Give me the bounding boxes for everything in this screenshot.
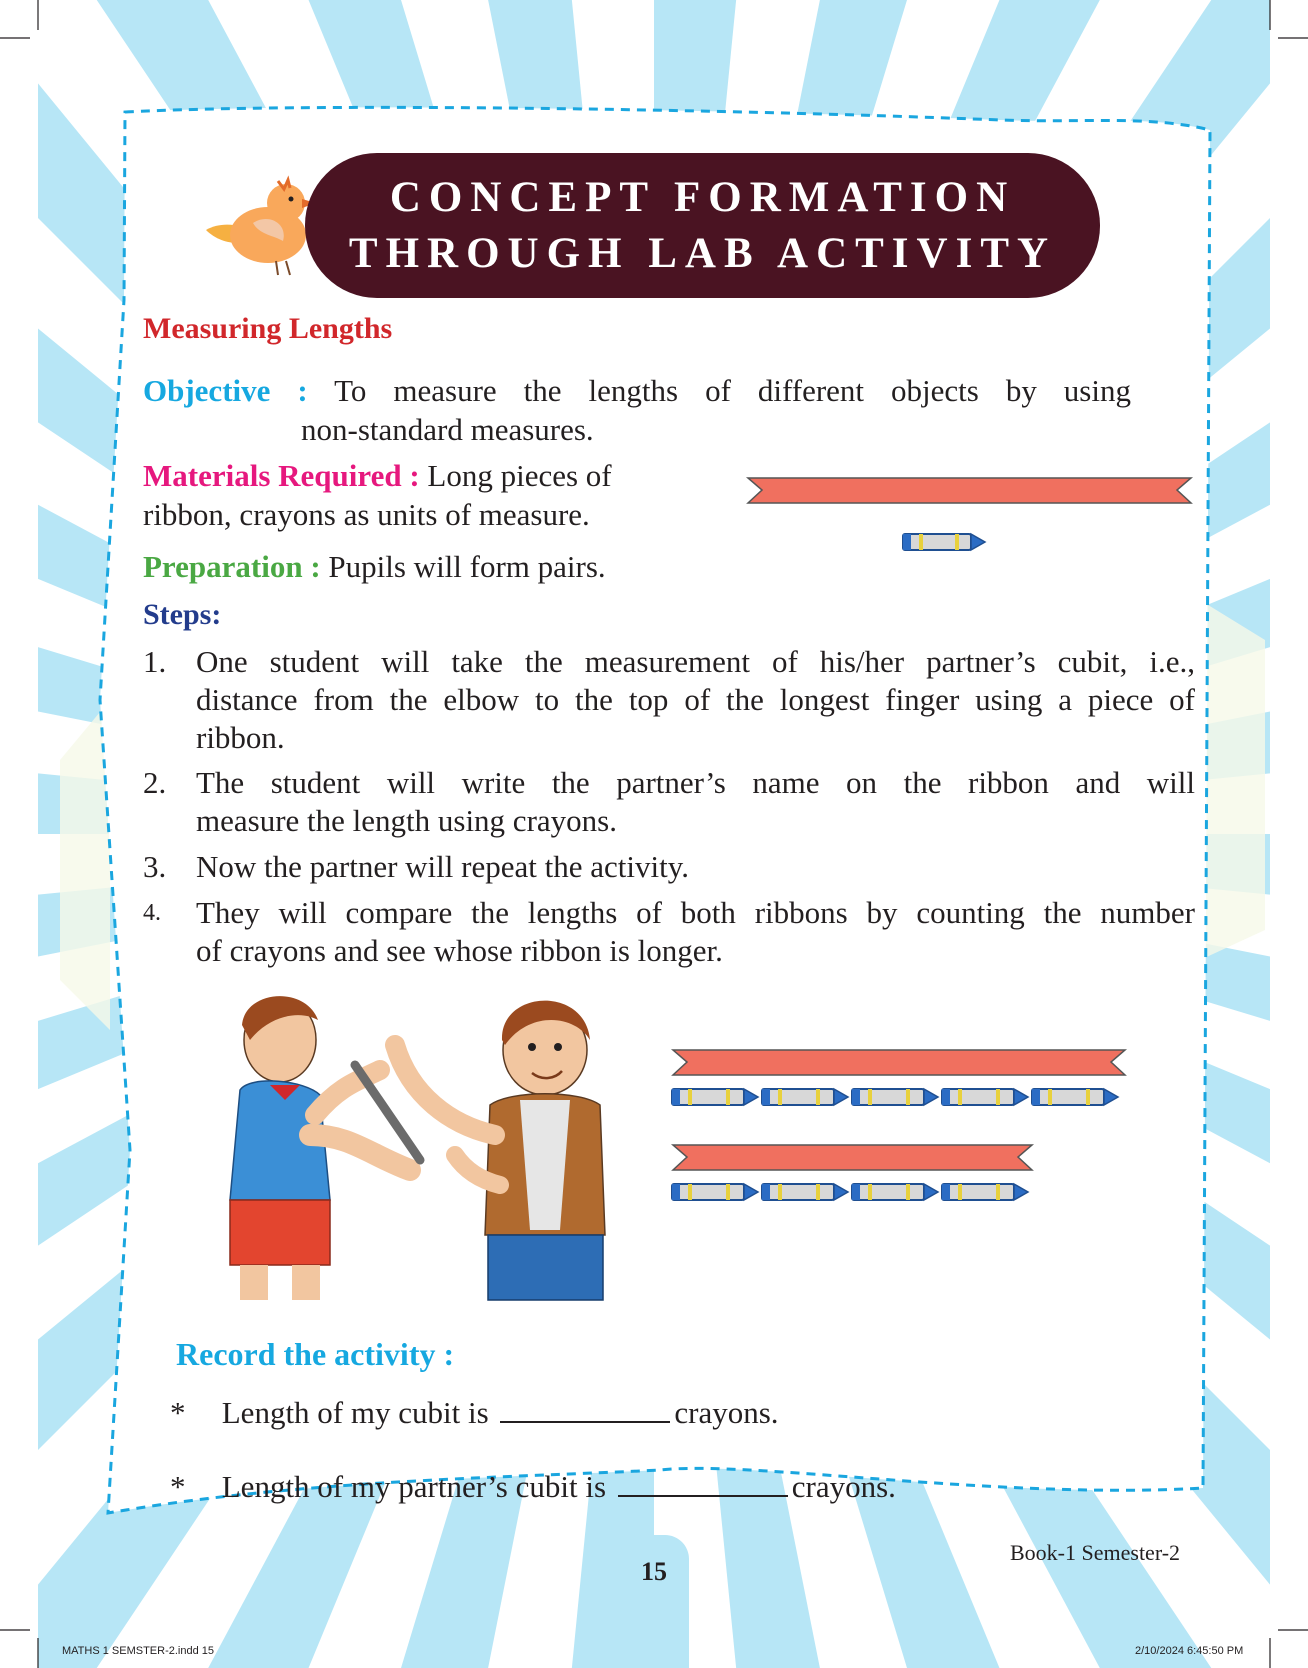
record-heading: Record the activity : (176, 1336, 455, 1372)
crayon-icon (942, 1089, 1028, 1105)
objective-label: Objective : (143, 373, 308, 408)
preparation-text: Pupils will form pairs. (328, 549, 606, 584)
steps-heading: Steps: (143, 598, 222, 631)
record-bullet-2: * (170, 1469, 186, 1504)
step-1-line-1: One student will take the measurement of his/her partner’s cubit, i.e., (196, 644, 1195, 679)
crayon-icon (762, 1089, 848, 1105)
short-ribbon (673, 1145, 1032, 1170)
boy-right (395, 1001, 605, 1300)
materials-line-1 (143, 457, 612, 495)
long-ribbon (673, 1050, 1125, 1075)
step-4-line-1: They will compare the lengths of both ribbons by counting the number (196, 895, 1195, 930)
step-3-number: 3. (143, 849, 167, 884)
record-item-1 (170, 1394, 779, 1432)
page-number-tab (619, 1535, 689, 1668)
objective-line-2: non-standard measures. (301, 412, 594, 447)
page-number: 15 (641, 1557, 667, 1586)
crayon-icon (852, 1089, 938, 1105)
objective-line-1 (143, 372, 1131, 410)
step-1-line-3: ribbon. (196, 720, 285, 755)
crayon-icon (942, 1184, 1028, 1200)
record-item-1-after: crayons. (674, 1395, 779, 1430)
materials-text-1: Long pieces of (427, 458, 612, 493)
objective-text-1: To measure the lengths of different objects by using (334, 373, 1131, 408)
step-4 (143, 894, 1195, 970)
record-item-2 (170, 1468, 896, 1506)
materials-line-2: ribbon, crayons as units of measure. (143, 497, 590, 532)
partner-cubit-length-blank[interactable] (618, 1469, 788, 1497)
crayon-icon (672, 1089, 758, 1105)
crayon-icon (852, 1184, 938, 1200)
crayon-icon (672, 1184, 758, 1200)
crayon-icon (903, 534, 985, 550)
cubit-length-blank[interactable] (500, 1395, 670, 1423)
book-label: Book-1 Semester-2 (1010, 1540, 1181, 1565)
long-ribbon-crayons (672, 1089, 1118, 1105)
title-line-1: CONCEPT FORMATION (389, 174, 1016, 221)
step-2 (143, 764, 1195, 840)
ribbon-comparison (670, 1045, 1130, 1225)
file-slug: MATHS 1 SEMSTER-2.indd 15 (62, 1645, 215, 1657)
step-3 (143, 848, 1195, 886)
step-2-number: 2. (143, 765, 167, 800)
record-item-2-after: crayons. (791, 1469, 896, 1504)
step-4-line-2: of crayons and see whose ribbon is longer. (196, 933, 723, 968)
step-2-line-2: measure the length using crayons. (196, 803, 617, 838)
title-banner (305, 153, 1100, 298)
title-line-2: THROUGH LAB ACTIVITY (348, 230, 1057, 277)
preparation-label: Preparation : (143, 549, 321, 584)
materials-label: Materials Required : (143, 458, 420, 493)
record-item-1-before: Length of my cubit is (221, 1395, 489, 1430)
step-1-number: 1. (143, 644, 167, 679)
ribbon-example (745, 475, 1195, 565)
step-3-line-1: Now the partner will repeat the activity. (196, 849, 689, 884)
short-ribbon-crayons (672, 1184, 1028, 1200)
crayon-icon (1032, 1089, 1118, 1105)
boy-left (230, 996, 410, 1300)
section-title: Measuring Lengths (143, 312, 393, 345)
step-4-number: 4. (143, 900, 161, 926)
boys-measuring-illustration (210, 985, 640, 1305)
date-slug: 2/10/2024 6:45:50 PM (1135, 1645, 1244, 1657)
record-bullet-1: * (170, 1395, 186, 1430)
record-item-2-before: Length of my partner’s cubit is (221, 1469, 607, 1504)
step-2-line-1: The student will write the partner’s name on the ribbon and will (196, 765, 1195, 800)
crayon-icon (762, 1184, 848, 1200)
step-1 (143, 643, 1195, 757)
step-1-line-2: distance from the elbow to the top of the longest finger using a piece of (196, 682, 1195, 717)
preparation-line (143, 548, 606, 586)
